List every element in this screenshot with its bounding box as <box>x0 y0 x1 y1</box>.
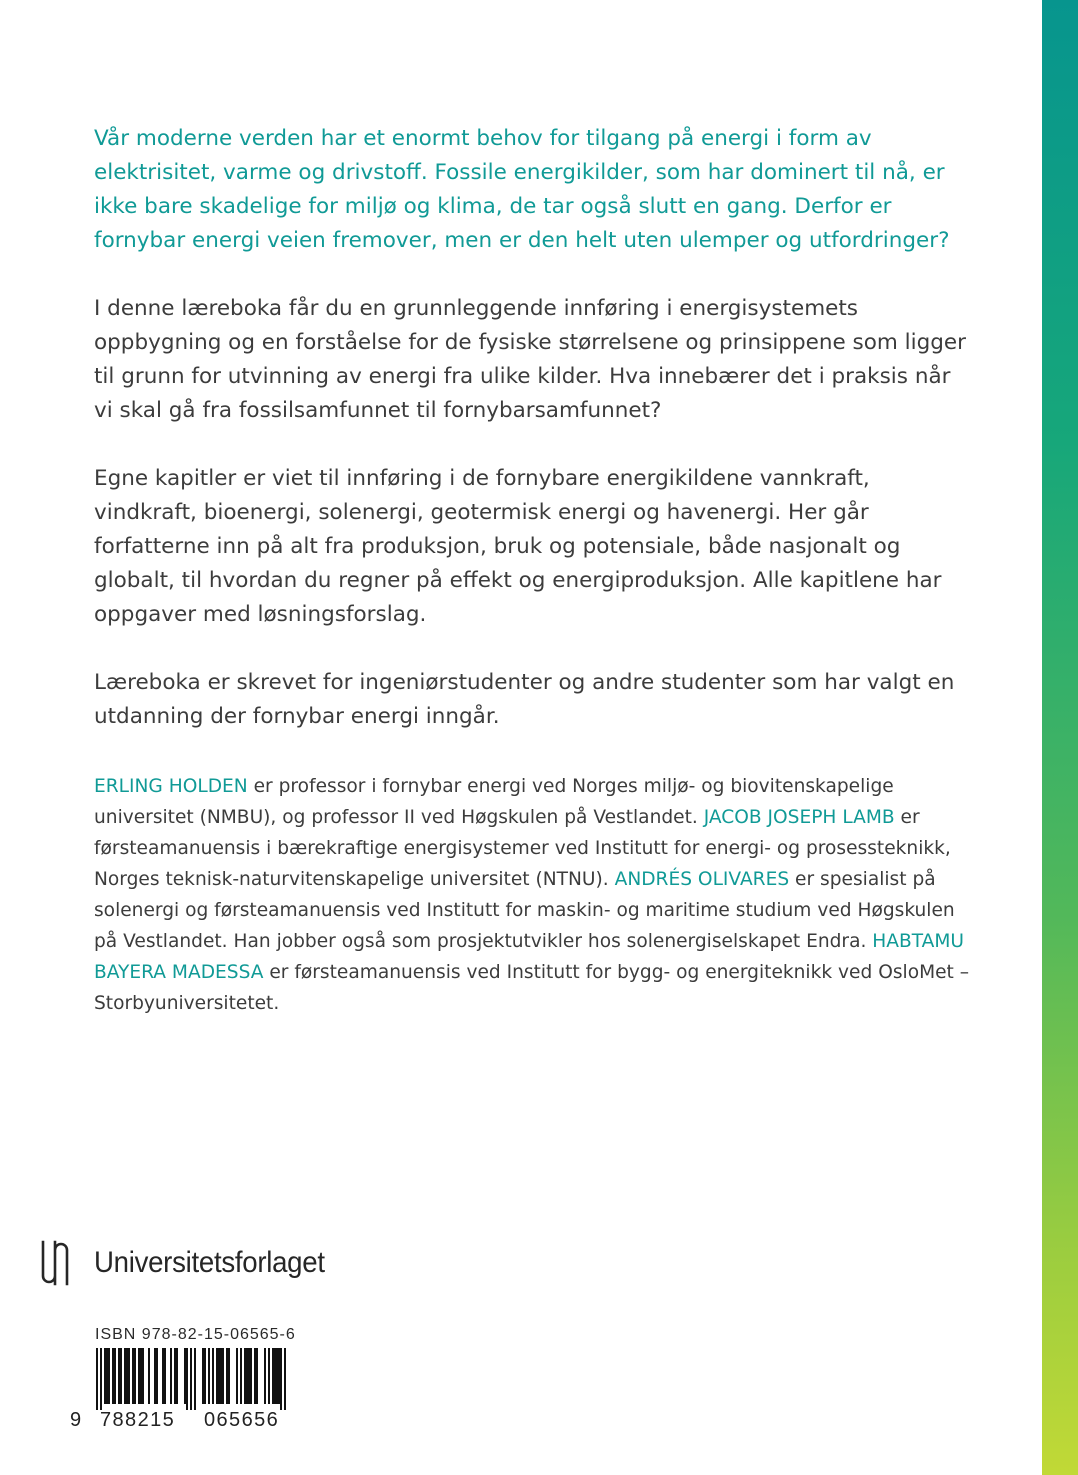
barcode-bar <box>118 1348 122 1404</box>
barcode-bar <box>208 1348 210 1404</box>
barcode-bar <box>268 1348 270 1404</box>
author-bios <box>94 771 974 1019</box>
author-bio-4: er førsteamanuensis ved Institutt for bygg- og energiteknikk ved OsloMet – Storbyuniversitetet. <box>94 962 970 1014</box>
barcode-bar <box>174 1348 178 1404</box>
barcode-bar <box>194 1348 196 1410</box>
barcode-bar <box>236 1348 238 1404</box>
body-paragraph-1: I denne læreboka får du en grunnleggende innføring i energisystemets oppbygning og en forståelse for de fysiske størrelsene og prinsippene som ligger til grunn for utvinning av energi fra ulike kilder. Hva innebærer det i praksis når vi skal gå fra fossilsamfunnet til fornybarsamfunnet? <box>94 296 966 423</box>
barcode-bar <box>280 1348 282 1410</box>
publisher-name: Universitetsforlaget <box>94 1246 325 1279</box>
author-bio-3: er spesialist på solenergi og førsteamanuensis ved Institutt for maskin- og maritime studium ved Høgskulen på Vestlandet. Han jobber også som prosjektutvikler hos solenergiselskapet Endra. <box>94 869 955 952</box>
intro-paragraph: Vår moderne verden har et enormt behov for tilgang på energi i form av elektrisitet, varme og drivstoff. Fossile energikilder, som har dominert til nå, er ikke bare skadelige for miljø og klima, de tar også slutt en gang. Derfor er fornybar energi veien fremover, men er den helt uten ulemper og utfordringer? <box>94 126 950 253</box>
universitetsforlaget-logo-icon <box>40 1240 70 1286</box>
barcode-bar <box>202 1348 206 1404</box>
barcode-bar <box>104 1348 110 1404</box>
isbn-barcode <box>70 1348 320 1428</box>
barcode-bar <box>154 1348 158 1404</box>
barcode-bar <box>272 1348 280 1404</box>
barcode-bar <box>170 1348 172 1404</box>
barcode-bar <box>254 1348 258 1404</box>
body-paragraph-3: Læreboka er skrevet for ingeniørstudenter og andre studenter som har valgt en utdanning der fornybar energi inngår. <box>94 670 955 729</box>
author-bio-1: er professor i fornybar energi ved Norges miljø- og biovitenskapelige universitet (NMBU), og professor II ved Høgskulen på Vestlandet. <box>94 776 894 828</box>
barcode-bar <box>162 1348 166 1404</box>
author-name-4: HABTAMU BAYERA MADESSA <box>94 931 965 983</box>
body-paragraph-2: Egne kapitler er viet til innføring i de fornybare energikildene vannkraft, vindkraft, bioenergi, solenergi, geotermisk energi og havenergi. Her går forfatterne inn på alt fra produksjon, bruk og potensiale, både nasjonalt og globalt, til hvordan du regner på effekt og energiproduksjon. Alle kapitlene har oppgaver med løsningsforslag. <box>94 466 942 627</box>
barcode-bar <box>96 1348 98 1410</box>
isbn-label: ISBN 978-82-15-06565-6 <box>95 1326 296 1343</box>
author-bio-2: er førsteamanuensis i bærekraftige energisystemer ved Institutt for energi- og prosessteknikk, Norges teknisk-naturvitenskapelige universitet (NTNU). <box>94 807 951 890</box>
publisher-block <box>40 1240 345 1286</box>
barcode-bar <box>240 1348 242 1404</box>
barcode-bar <box>132 1348 136 1404</box>
barcode-bar <box>138 1348 144 1404</box>
barcode-bar <box>112 1348 116 1404</box>
barcode-bar <box>100 1348 102 1410</box>
barcode-bar <box>148 1348 150 1404</box>
barcode-bar <box>212 1348 214 1404</box>
barcode-bar <box>244 1348 252 1404</box>
barcode-bar <box>216 1348 224 1404</box>
author-name-2: JACOB JOSEPH LAMB <box>703 807 895 828</box>
barcode-bar <box>184 1348 186 1404</box>
barcode-bar <box>284 1348 286 1410</box>
spine-gradient-band <box>1042 0 1078 1475</box>
barcode-bars <box>96 1348 286 1410</box>
blurb <box>94 122 974 734</box>
barcode-right-digits: 065656 <box>204 1409 280 1428</box>
barcode-first-digit: 9 <box>70 1409 82 1428</box>
author-name-1: ERLING HOLDEN <box>94 776 248 797</box>
barcode-left-digits: 788215 <box>100 1409 176 1428</box>
barcode-bar <box>186 1348 188 1410</box>
barcode-bar <box>190 1348 192 1410</box>
author-name-3: ANDRÉS OLIVARES <box>614 869 790 890</box>
barcode-bar <box>264 1348 266 1404</box>
barcode-bar <box>226 1348 230 1404</box>
barcode-bar <box>124 1348 130 1404</box>
